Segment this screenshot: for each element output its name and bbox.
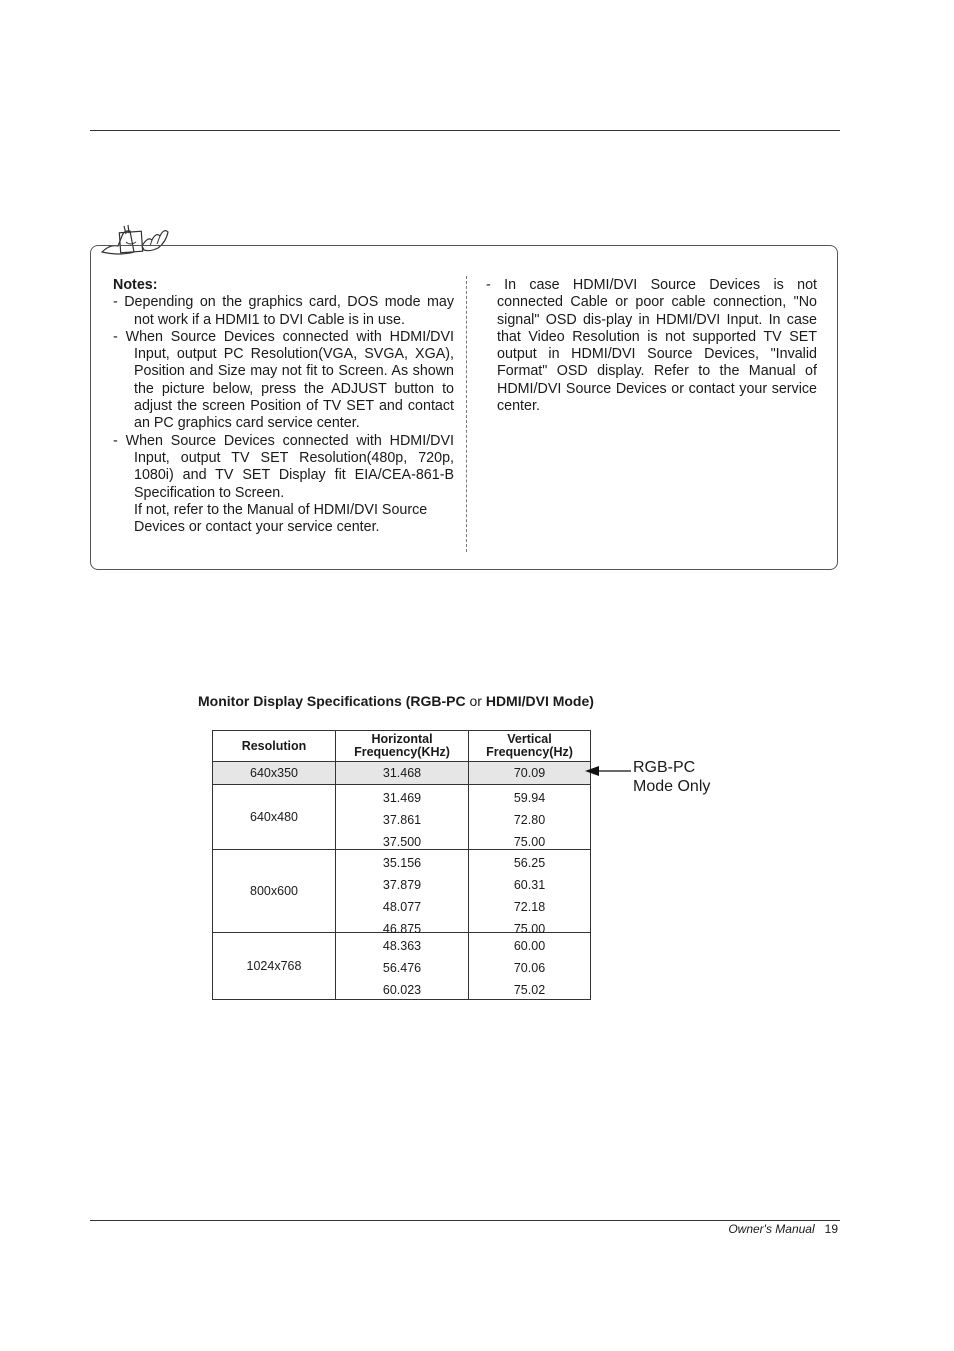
spec-title-part2: HDMI/DVI Mode)	[485, 693, 594, 709]
horizontal-value: 31.468	[382, 766, 422, 780]
vertical-value-list	[469, 850, 590, 936]
vertical-value: 72.80	[513, 813, 546, 827]
vertical-value: 56.25	[513, 856, 546, 870]
resolution-cell: 640x480	[213, 785, 336, 850]
note-item: - Depending on the graphics card, DOS mode may not work if a HDMI1 to DVI Cable is in use.	[113, 294, 454, 328]
vertical-value: 70.06	[513, 961, 546, 975]
spec-table	[212, 730, 591, 1000]
resolution-cell: 640x350	[213, 762, 336, 785]
horizontal-value-list	[336, 785, 468, 849]
horizontal-value: 37.500	[382, 835, 422, 849]
table-row	[213, 785, 591, 850]
table-row	[213, 933, 591, 1000]
notes-left-column	[113, 277, 454, 536]
vertical-value: 72.18	[513, 900, 546, 914]
vertical-value: 60.31	[513, 878, 546, 892]
vertical-frequency-cell	[469, 850, 591, 936]
vertical-value: 75.00	[513, 835, 546, 849]
header-horizontal: Horizontal Frequency(KHz)	[336, 731, 469, 762]
horizontal-value: 48.363	[382, 939, 422, 953]
vertical-value: 70.09	[513, 766, 546, 780]
horizontal-value-list	[336, 933, 468, 999]
horizontal-value: 35.156	[382, 856, 422, 870]
footer-manual-title: Owner's Manual	[728, 1222, 815, 1236]
vertical-value: 75.00	[513, 922, 546, 936]
horizontal-frequency-cell	[336, 762, 469, 785]
note-continuation: If not, refer to the Manual of HDMI/DVI Source Devices or contact your service center.	[134, 501, 428, 536]
side-label-line: RGB-PC	[633, 759, 696, 776]
note-item: - In case HDMI/DVI Source Devices is not connected Cable or poor cable connection, "No signal" OSD dis-play in HDMI/DVI Input. In case that Video Resolution is not supported TV SET output in HDMI/DVI Source Devices, "Invalid Format" OSD display. Refer to the Manual of HDMI/DVI Source Devices or contact your service center.	[486, 277, 817, 415]
page-footer	[728, 1222, 838, 1236]
horizontal-value: 37.879	[382, 878, 422, 892]
rgb-pc-mode-label	[633, 758, 710, 796]
horizontal-value: 37.861	[382, 813, 422, 827]
spec-title-or: or	[465, 693, 486, 709]
spec-table-title	[198, 693, 594, 709]
vertical-value-list	[469, 785, 590, 849]
horizontal-value: 60.023	[382, 983, 422, 997]
header-vertical: Vertical Frequency(Hz)	[469, 731, 591, 762]
notes-column-divider	[466, 276, 467, 552]
horizontal-frequency-cell	[336, 850, 469, 936]
notes-title: Notes:	[113, 277, 158, 293]
horizontal-frequency-cell	[336, 785, 469, 850]
note-item: - When Source Devices connected with HDMI/DVI Input, output TV SET Resolution(480p, 720p, 1080i) and TV SET Display fit EIA/CEA-861-B Specification to Screen.	[113, 432, 454, 501]
vertical-frequency-cell	[469, 785, 591, 850]
vertical-frequency-cell	[469, 762, 591, 785]
vertical-value: 75.02	[513, 983, 546, 997]
resolution-cell: 1024x768	[213, 933, 336, 1000]
horizontal-value-list	[336, 762, 468, 784]
vertical-value-list	[469, 933, 590, 999]
horizontal-value: 56.476	[382, 961, 422, 975]
page-number: 19	[824, 1222, 838, 1236]
table-row	[213, 762, 591, 785]
horizontal-frequency-cell	[336, 933, 469, 1000]
vertical-value-list	[469, 762, 590, 784]
spec-title-part1: Monitor Display Specifications (RGB-PC	[198, 693, 466, 709]
notes-right-column	[476, 277, 817, 415]
horizontal-value-list	[336, 850, 468, 936]
vertical-value: 59.94	[513, 791, 546, 805]
horizontal-value: 31.469	[382, 791, 422, 805]
spec-header-row	[213, 731, 591, 762]
top-rule	[90, 130, 840, 131]
note-item: - When Source Devices connected with HDMI/DVI Input, output PC Resolution(VGA, SVGA, XGA), Position and Size may not fit to Screen. As shown the picture below, press the ADJUST button to adjust the screen Position of TV SET and contact an PC graphics card service center.	[113, 328, 454, 432]
resolution-cell: 800x600	[213, 850, 336, 933]
bottom-rule	[90, 1220, 840, 1221]
horizontal-value: 46.875	[382, 922, 422, 936]
vertical-value: 60.00	[513, 939, 546, 953]
side-label-line: Mode Only	[633, 778, 711, 795]
table-row	[213, 850, 591, 933]
horizontal-value: 48.077	[382, 900, 422, 914]
vertical-frequency-cell	[469, 933, 591, 1000]
header-resolution: Resolution	[213, 731, 336, 762]
arrow-left-icon	[585, 764, 631, 778]
